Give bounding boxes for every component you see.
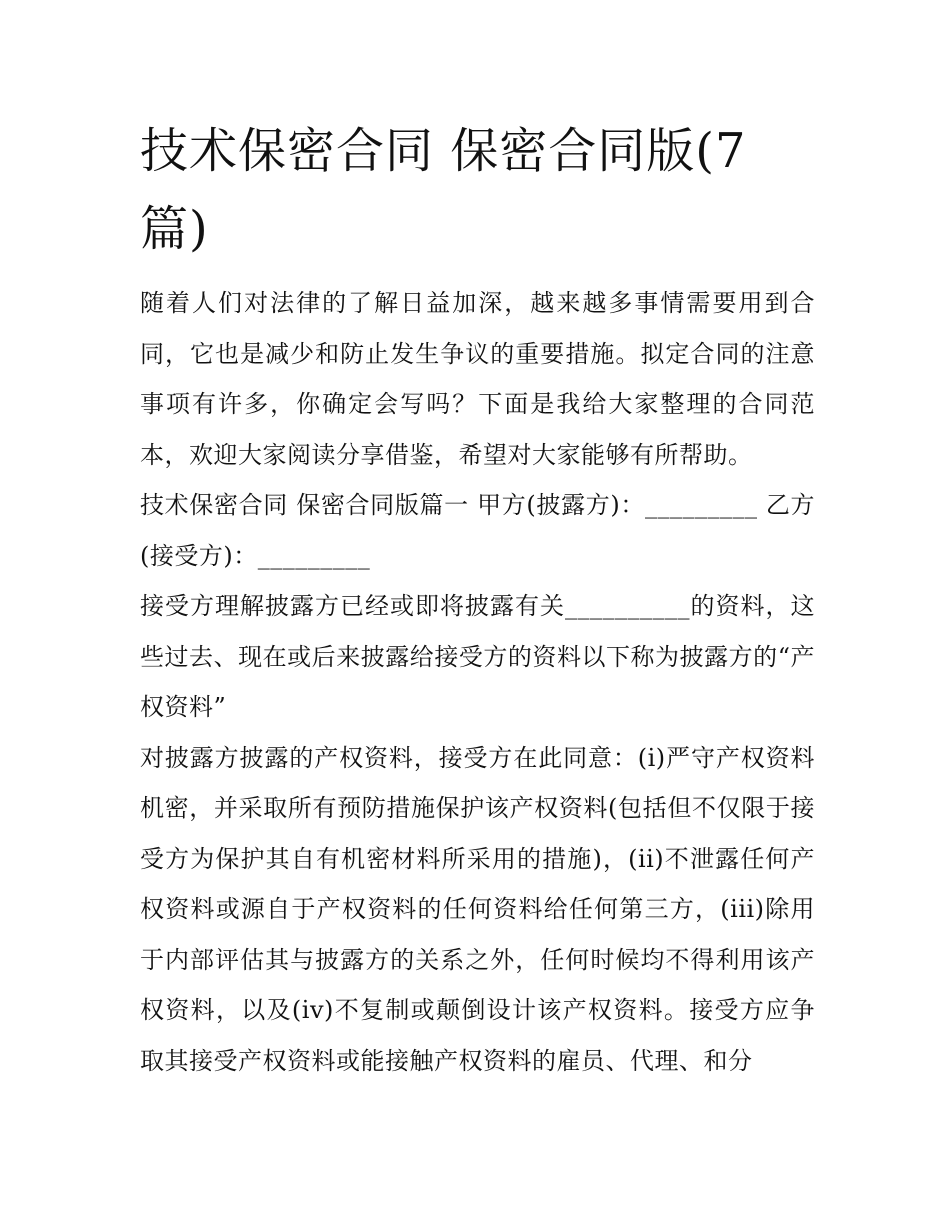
- intro-paragraph: 随着人们对法律的了解日益加深，越来越多事情需要用到合同，它也是减少和防止发生争议的重要措施。拟定合同的注意事项有许多，你确定会写吗？下面是我给大家整理的合同范本，欢迎大家阅读分享借鉴，希望对大家能够有所帮助。: [140, 289, 815, 469]
- document-title: 技术保密合同 保密合同版(7篇): [140, 123, 747, 257]
- definition-paragraph: 接受方理解披露方已经或即将披露有关__________的资料，这些过去、现在或后来披露给接受方的资料以下称为披露方的“产权资料”: [140, 592, 815, 721]
- obligations-paragraph: 对披露方披露的产权资料，接受方在此同意：(i)严守产权资料机密，并采取所有预防措施保护该产权资料(包括但不仅限于接受方为保护其自有机密材料所采用的措施)，(ii)不泄露任何产权资料或源自于产权资料的任何资料给任何第三方，(iii)除用于内部评估其与披露方的关系之外，任何时候均不得利用该产权资料，以及(iv)不复制或颠倒设计该产权资料。接受方应争取其接受产权资料或能接触产权资料的雇员、代理、和分: [140, 743, 815, 1075]
- parties-paragraph: 技术保密合同 保密合同版篇一 甲方(披露方)：_________ 乙方(接受方)：_________: [140, 491, 815, 570]
- document-page: [140, 112, 815, 1086]
